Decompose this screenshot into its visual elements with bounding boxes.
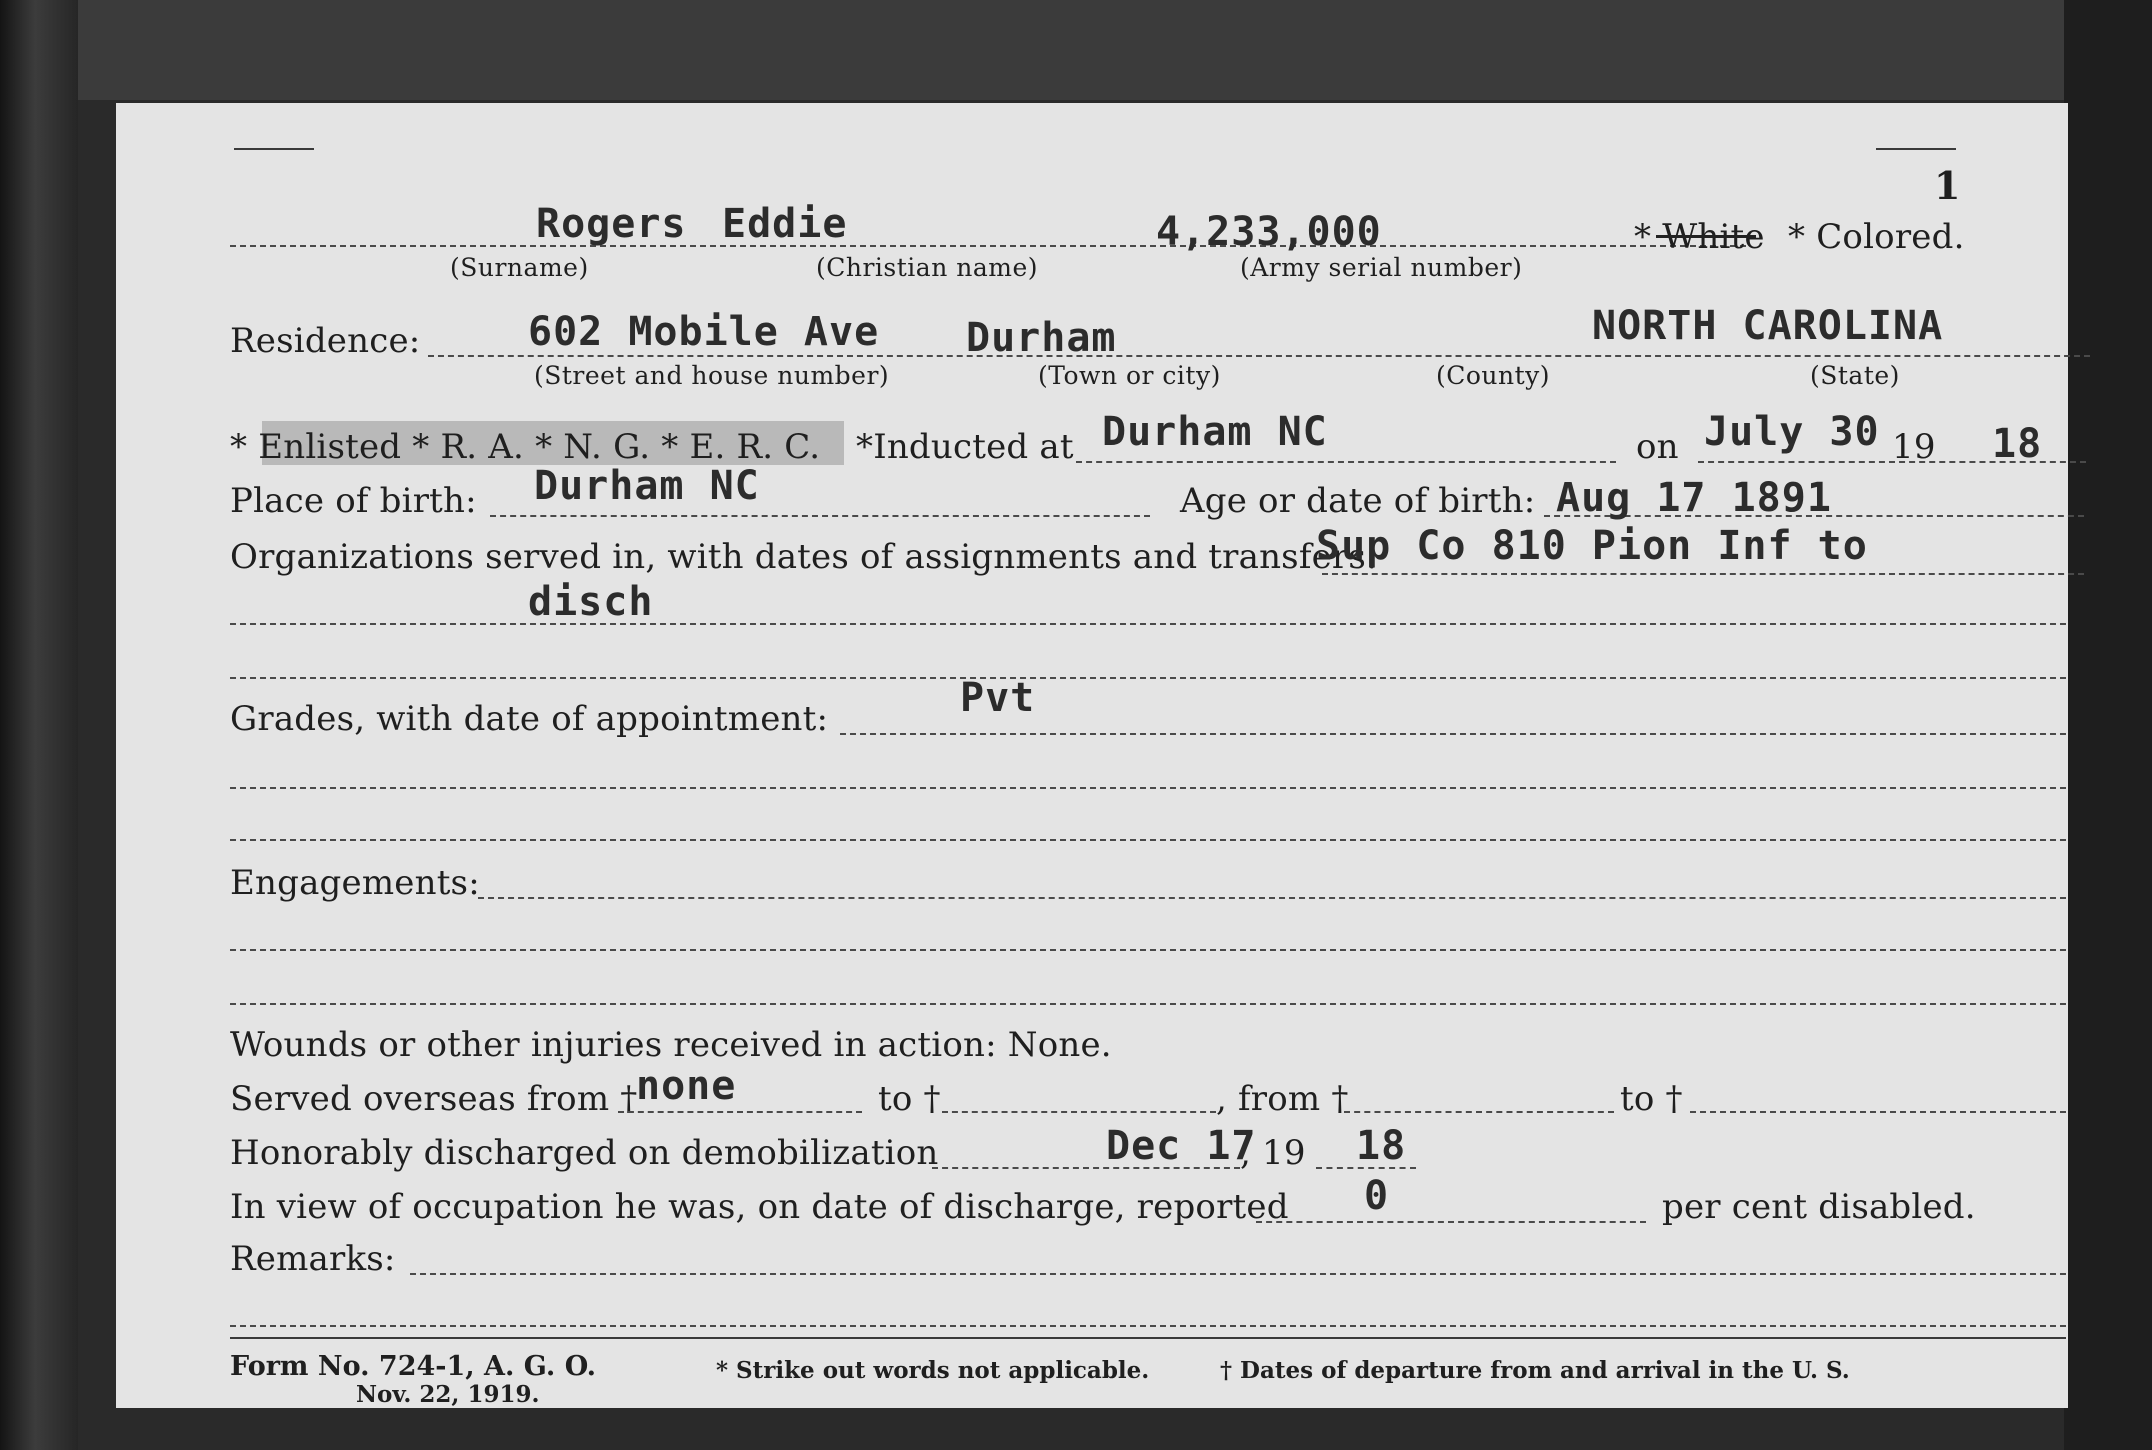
grades-line-1: [840, 733, 2066, 735]
serial-number-value: 4,233,000: [1156, 209, 1382, 255]
card-number: 1: [1934, 163, 1961, 208]
birth-place-value: Durham NC: [534, 463, 760, 509]
remarks-label: Remarks:: [230, 1239, 396, 1279]
caption-town: (Town or city): [1038, 361, 1221, 390]
christian-name-value: Eddie: [722, 201, 848, 247]
footer-rule: [230, 1337, 2066, 1339]
scan-border-right: [2064, 0, 2152, 1450]
service-record-card: [116, 103, 2068, 1408]
inducted-at-value: Durham NC: [1102, 409, 1328, 455]
caption-christian-name: (Christian name): [816, 253, 1039, 282]
remarks-line-2: [230, 1325, 2066, 1327]
overseas-to-line: [942, 1111, 1216, 1113]
enlisted-options-label: * Enlisted * R. A. * N. G. * E. R. C.: [230, 427, 821, 467]
footnote-dates: † Dates of departure from and arrival in the U. S.: [1220, 1357, 1850, 1384]
discharge-year-value: 18: [1356, 1123, 1407, 1169]
organizations-line-3: [230, 677, 2066, 679]
top-right-rule: [1876, 148, 1956, 150]
engagements-line-1: [478, 897, 2066, 899]
overseas-to-label-2: to †: [1620, 1079, 1683, 1119]
caption-street: (Street and house number): [534, 361, 890, 390]
age-birth-label: Age or date of birth:: [1180, 481, 1536, 521]
inducted-line: [1076, 461, 1616, 463]
engagements-line-3: [230, 1003, 2066, 1005]
caption-surname: (Surname): [450, 253, 589, 282]
overseas-label: Served overseas from †: [230, 1079, 638, 1119]
overseas-from-line: [618, 1111, 862, 1113]
organizations-line-2: [230, 623, 2066, 625]
organizations-value-2: disch: [528, 579, 654, 625]
organizations-label: Organizations served in, with dates of assignments and transfers:: [230, 537, 1378, 577]
organizations-line-1: [1322, 573, 2084, 575]
discharge-century: , 19: [1240, 1133, 1306, 1173]
grades-line-2: [230, 787, 2066, 789]
birth-date-value: Aug 17 1891: [1556, 475, 1832, 521]
on-label: on: [1636, 427, 1679, 467]
organizations-value-1: Sup Co 810 Pion Inf to: [1316, 523, 1868, 569]
state-value: NORTH CAROLINA: [1592, 303, 1944, 349]
remarks-line-1: [410, 1273, 2066, 1275]
name-line: [230, 245, 1746, 247]
scan-border-top: [78, 0, 2064, 100]
disabled-line: [1256, 1221, 1646, 1223]
top-left-rule: [234, 148, 314, 150]
engagements-line-2: [230, 949, 2066, 951]
caption-state: (State): [1810, 361, 1900, 390]
overseas-to-label: to †: [878, 1079, 941, 1119]
residence-line: [428, 355, 2090, 357]
street-value: 602 Mobile Ave: [528, 309, 880, 355]
scan-border-left: [0, 0, 78, 1450]
induction-century: 19: [1892, 427, 1936, 467]
footnote-strike: * Strike out words not applicable.: [716, 1357, 1150, 1384]
overseas-to-line-2: [1690, 1111, 2066, 1113]
discharge-label: Honorably discharged on demobilization: [230, 1133, 939, 1173]
overseas-from-line-2: [1344, 1111, 1614, 1113]
town-value: Durham: [966, 315, 1117, 361]
discharge-date-value: Dec 17: [1106, 1123, 1257, 1169]
wounds-text: Wounds or other injuries received in action: None.: [230, 1025, 1112, 1065]
induction-year-value: 18: [1992, 421, 2043, 467]
disabled-suffix: per cent disabled.: [1662, 1187, 1976, 1227]
form-date: Nov. 22, 1919.: [356, 1381, 540, 1408]
overseas-from-value: none: [636, 1063, 737, 1109]
form-number: Form No. 724-1, A. G. O.: [230, 1351, 597, 1382]
grade-value: Pvt: [960, 675, 1036, 721]
disabled-value: 0: [1364, 1173, 1390, 1219]
caption-county: (County): [1436, 361, 1551, 390]
overseas-from-label-2: , from †: [1216, 1079, 1349, 1119]
surname-value: Rogers: [536, 201, 687, 247]
induction-date-value: July 30: [1704, 409, 1880, 455]
disabled-label: In view of occupation he was, on date of discharge, reported: [230, 1187, 1289, 1227]
race-white-strikeout: [1656, 235, 1756, 238]
caption-serial-number: (Army serial number): [1240, 253, 1523, 282]
birth-place-label: Place of birth:: [230, 481, 477, 521]
race-white-label: * White: [1634, 217, 1765, 257]
inducted-at-label: *Inducted at: [856, 427, 1074, 467]
engagements-label: Engagements:: [230, 863, 480, 903]
grades-line-3: [230, 839, 2066, 841]
residence-label: Residence:: [230, 321, 421, 361]
race-colored-label: * Colored.: [1788, 217, 1965, 257]
birth-place-line: [490, 515, 1150, 517]
grades-label: Grades, with date of appointment:: [230, 699, 829, 739]
